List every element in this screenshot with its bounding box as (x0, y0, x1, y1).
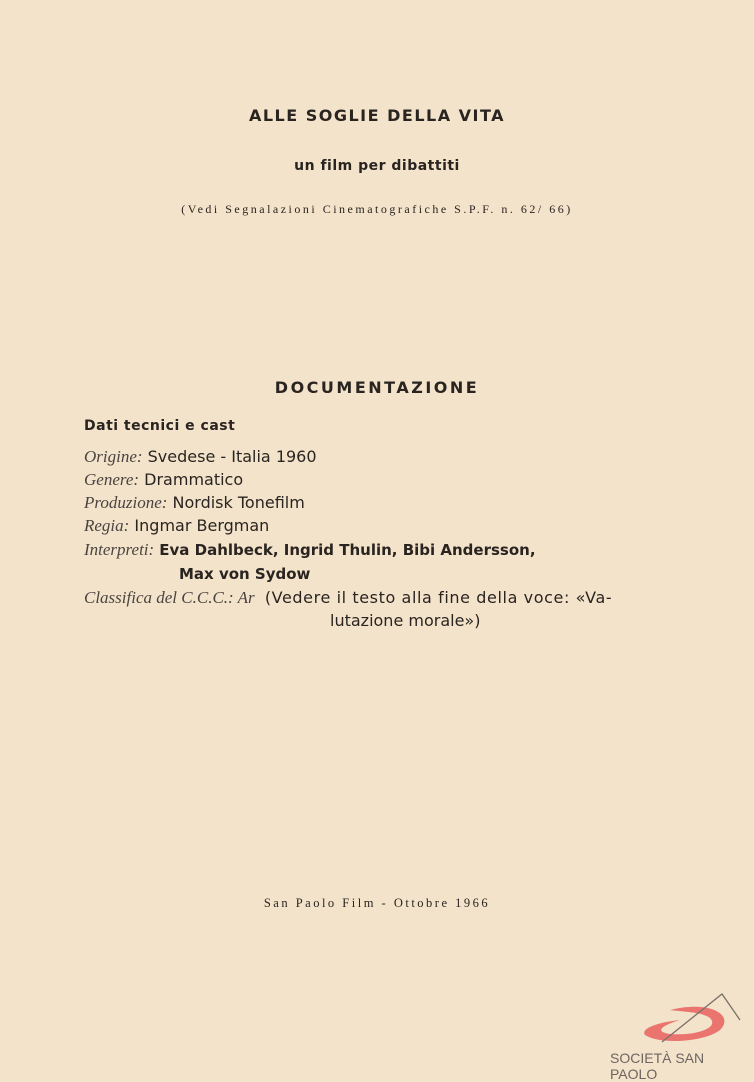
field-regia (84, 516, 269, 536)
logo-text: SOCIETÀ SAN PAOLO (610, 1050, 705, 1082)
section-heading: DOCUMENTAZIONE (274, 378, 480, 397)
field-value-continued: lutazione morale») (330, 611, 481, 630)
field-label: Regia: (84, 516, 130, 535)
document-title: ALLE SOGLIE DELLA VITA (248, 106, 506, 125)
field-value: Ingmar Bergman (134, 516, 270, 535)
field-label: Origine: (84, 447, 143, 466)
field-interpreti (84, 540, 536, 560)
subsection-heading: Dati tecnici e cast (84, 418, 236, 434)
field-value: Eva Dahlbeck, Ingrid Thulin, Bibi Andersson, (159, 541, 536, 559)
field-label: Genere: (84, 470, 140, 489)
field-produzione (84, 493, 305, 513)
field-value: Svedese - Italia 1960 (147, 447, 317, 466)
field-origine (84, 447, 317, 467)
field-label: Produzione: (84, 493, 168, 512)
reference-note: (Vedi Segnalazioni Cinematografiche S.P.F. n. 62/ 66) (181, 202, 573, 216)
field-label: Classifica del C.C.C.: Ar (84, 588, 255, 607)
field-genere (84, 470, 243, 490)
field-value: (Vedere il testo alla fine della voce: «Va- (264, 588, 613, 607)
field-value-continued: Max von Sydow (179, 565, 311, 583)
footer-credit: San Paolo Film - Ottobre 1966 (263, 896, 491, 910)
field-classifica (84, 588, 612, 608)
field-label: Interpreti: (84, 540, 155, 559)
field-value: Nordisk Tonefilm (172, 493, 305, 512)
document-subtitle: un film per dibattiti (294, 158, 460, 174)
field-value: Drammatico (144, 470, 244, 489)
societa-san-paolo-logo-icon (640, 990, 745, 1050)
